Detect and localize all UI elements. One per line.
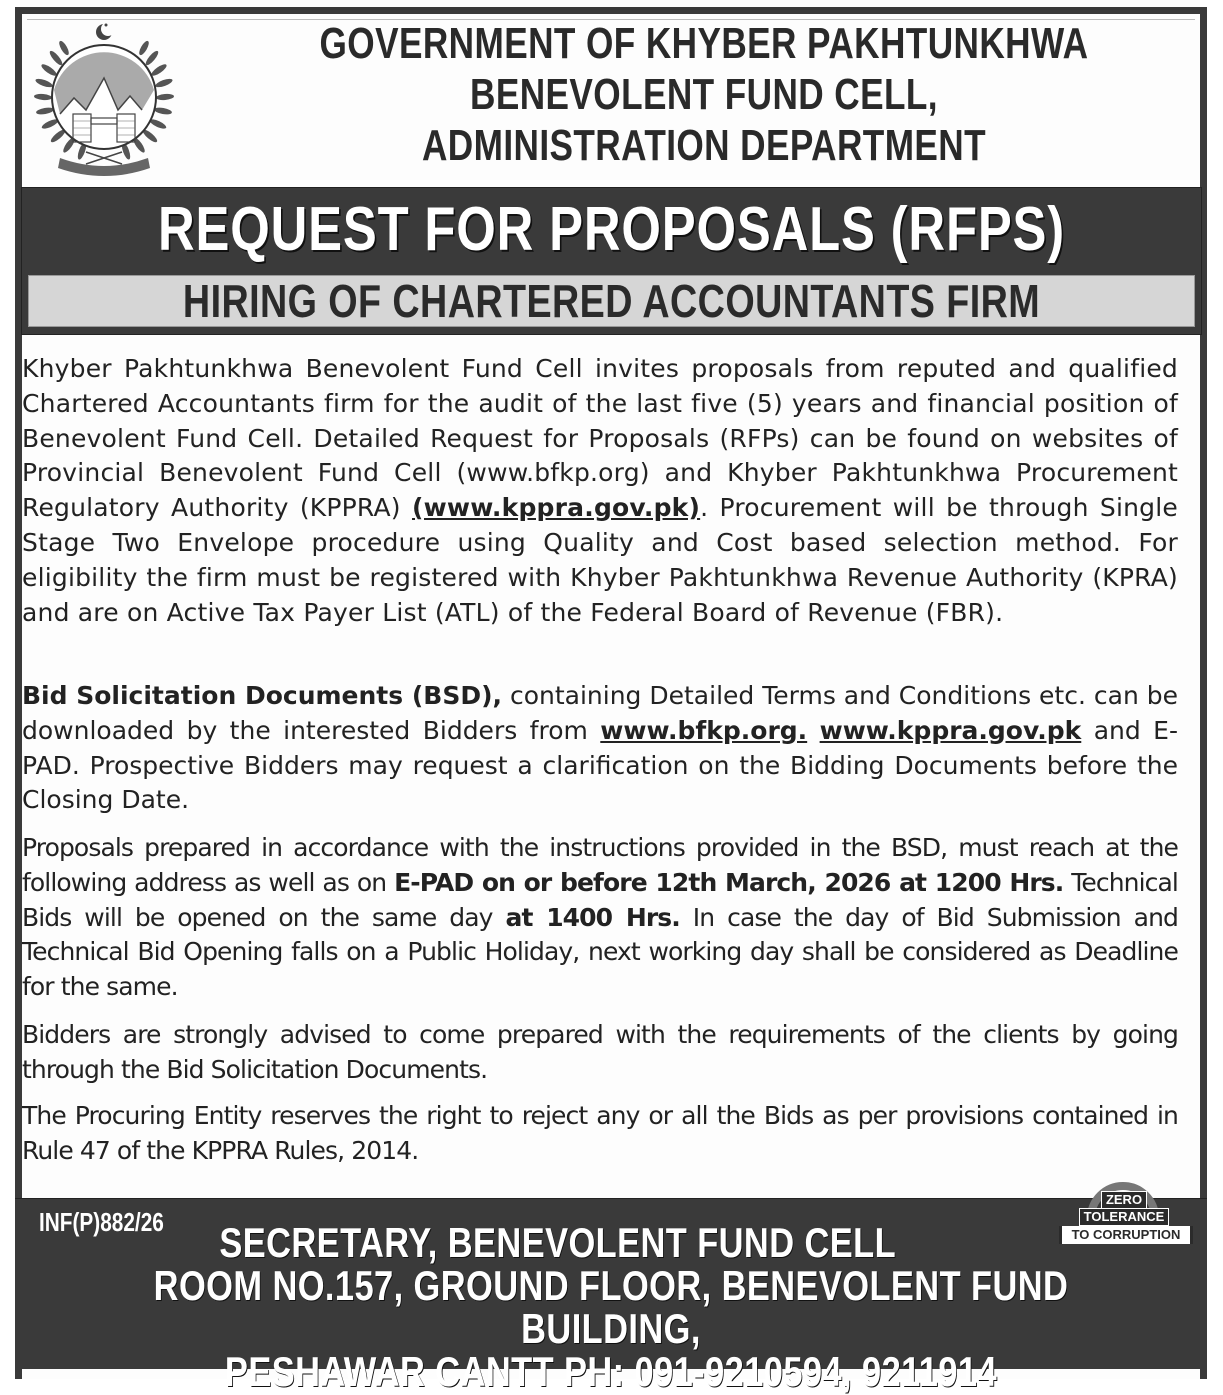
heading-line-department: ADMINISTRATION DEPARTMENT [421, 121, 987, 170]
paragraph-bsd [22, 679, 1178, 818]
heading-line-fund-cell: BENEVOLENT FUND CELL, [470, 70, 938, 119]
advert-reference-number: INF(P)882/26 [39, 1207, 164, 1237]
rfp-title-panel [21, 187, 1202, 335]
paragraph-deadline-text-a: Proposals prepared in accordance with the instructions provided in the BSD, must reach at the following address as well as on [22, 833, 1178, 897]
bsd-bold-label: Bid Solicitation Documents (BSD), [22, 681, 503, 710]
rfp-subtitle: HIRING OF CHARTERED ACCOUNTANTS FIRM [182, 275, 1041, 327]
footer-line-secretary: SECRETARY, BENEVOLENT FUND CELL [219, 1219, 897, 1266]
mountain-fort-icon [52, 45, 156, 149]
footer-address [122, 1221, 1099, 1393]
paragraph-invitation-text-b: . Procurement will be through Single Stage Two Envelope procedure using Quality and Cost based selection method. For eligibility the firm must be registered with Khyber Pakhtunkhwa Revenue Authority (KPRA) and are on Active Tax Payer List (ATL) of the Federal Board of Revenue (FBR). [22, 493, 1178, 627]
footer-line-phone: PESHAWAR CANTT PH: 091-9210594, 9211914 [224, 1348, 998, 1395]
paragraph-deadline-text-c: In case the day of Bid Submission and Technical Bid Opening falls on a Public Holiday, next working day shall be considered as Deadline for the same. [22, 902, 1178, 1002]
kppra-link[interactable]: (www.kppra.gov.pk) [412, 493, 701, 523]
rfp-subtitle-band [28, 275, 1195, 327]
paragraph-invitation-text-a: Khyber Pakhtunkhwa Benevolent Fund Cell invites proposals from reputed and qualified Chartered Accountants firm for the audit of the last five (5) years and financial position of Benevolent Fund Cell. Detailed Request for Proposals (RFPs) can be found on websites of Provincial Benevolent Fund Cell (www.bfkp.org) and Khyber Pakhtunkhwa Procurement Regulatory Authority (KPPRA) [22, 354, 1178, 523]
paragraph-bsd-text-b: and E-PAD. Prospective Bidders may request a clarification on the Bidding Documents before the Closing Date. [22, 715, 1178, 815]
bfkp-link[interactable]: www.bfkp.org. [600, 715, 808, 745]
footer-line-room: ROOM NO.157, GROUND FLOOR, BENEVOLENT FUND BUILDING, [153, 1262, 1069, 1352]
rfp-title: REQUEST FOR PROPOSALS (RFPS) [157, 195, 1066, 264]
scroll-ribbon-icon [58, 158, 150, 176]
paragraph-deadline-text-b: Technical Bids will be opened on the same day [22, 867, 1178, 932]
paragraph-advice: Bidders are strongly advised to come prepared with the requirements of the clients by going through the Bid Solicitation Documents. [22, 1020, 1178, 1084]
badge-zero-text: ZERO [1101, 1191, 1147, 1209]
paragraph-bsd-text-a: containing Detailed Terms and Conditions etc. can be downloaded by the interested Bidders from [22, 681, 1178, 745]
badge-tolerance-text: TOLERANCE [1079, 1208, 1169, 1226]
opening-time-bold: at 1400 Hrs. [505, 902, 680, 932]
deadline-date-bold: E-PAD on or before 12th March, 2026 at 1200 Hrs. [394, 867, 1064, 897]
department-heading [289, 18, 1119, 171]
kppra-link-2[interactable]: www.kppra.gov.pk [819, 715, 1082, 745]
zero-tolerance-badge [1053, 1182, 1193, 1254]
spacer [807, 716, 819, 745]
crescent-icon [96, 22, 115, 40]
paragraph-deadline [22, 831, 1178, 1005]
paragraph-invitation [22, 352, 1178, 630]
paragraph-rights: The Procuring Entity reserves the right to reject any or all the Bids as per provisions contained in Rule 47 of the KPPRA Rules, 2014. [22, 1101, 1178, 1165]
kp-government-emblem-icon [24, 18, 184, 178]
badge-corruption-text: TO CORRUPTION [1059, 1226, 1193, 1244]
heading-line-government: GOVERNMENT OF KHYBER PAKHTUNKHWA [319, 19, 1089, 68]
footer-contact-panel [15, 1198, 1207, 1395]
